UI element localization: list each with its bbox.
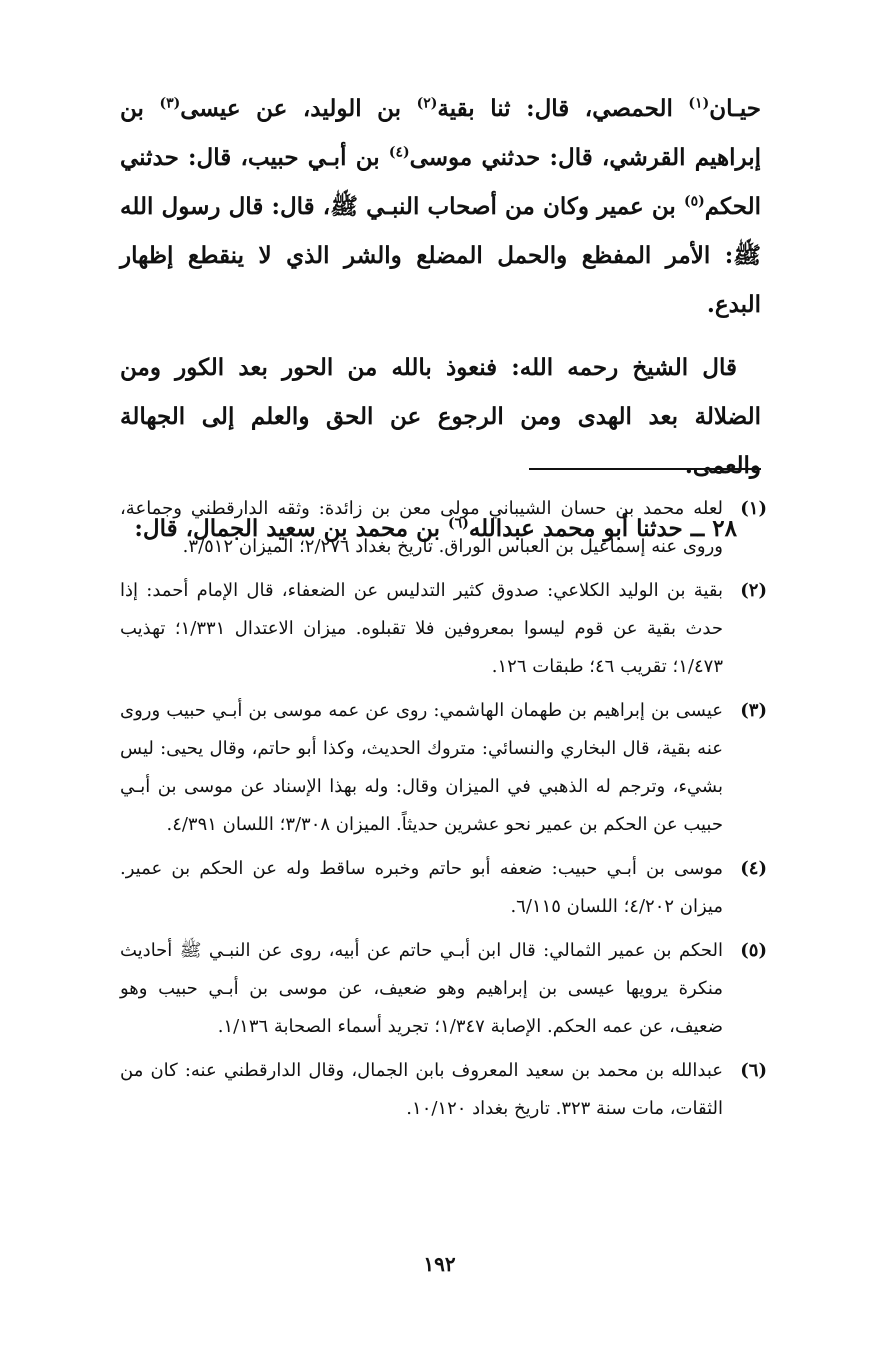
- footnote-ref-1[interactable]: (١): [688, 95, 710, 112]
- footnote-2: [120, 572, 767, 686]
- page-number: ١٩٢: [423, 1252, 456, 1276]
- paragraph-commentary: قال الشيخ رحمه الله: فنعوذ بالله من الحور بعد الكور ومن الضلالة بعد الهدى ومن الرجوع عن الحق والعلم إلى الجهالة والعمى.: [120, 354, 761, 479]
- main-text: [120, 84, 761, 553]
- footnote-ref-5[interactable]: (٥): [683, 193, 705, 210]
- footnote-number: (٥): [740, 940, 767, 961]
- footnote-ref-3[interactable]: (٣): [159, 95, 181, 112]
- footnote-separator: [529, 468, 761, 470]
- text-run: الحمصي، قال: ثنا بقية: [437, 95, 689, 122]
- footnote-4: [120, 850, 767, 926]
- text-run: ٢٨ ــ حدثنا أبو محمد عبدالله: [468, 515, 737, 542]
- text-run: بن محمد بن سعيد الجمال، قال:: [134, 515, 449, 542]
- footnote-text: لعله محمد بن حسان الشيباني مولى معن بن زائدة: وثقه الدارقطني وجماعة، وروى عنه إسماعيل بن العباس الوراق. تاريخ بغداد ٢/٢٧٦؛ الميزان ٣/٥١٢.: [120, 498, 723, 557]
- footnote-ref-2[interactable]: (٢): [416, 95, 438, 112]
- footnote-number: (١): [740, 498, 767, 519]
- text-run: حيـان: [709, 95, 761, 122]
- text-run: بن الوليد، عن عيسى: [180, 95, 417, 122]
- footnote-1: [120, 490, 767, 566]
- footnote-ref-6[interactable]: (٦): [448, 515, 469, 532]
- text-run: بن إبراهيم القرشي، قال: حدثني موسى: [120, 95, 761, 171]
- footnote-number: (٦): [740, 1060, 767, 1081]
- footnote-number: (٤): [740, 858, 767, 879]
- footnote-text: عبدالله بن محمد بن سعيد المعروف بابن الجمال، وقال الدارقطني عنه: كان من الثقات، مات سنة ٣٢٣. تاريخ بغداد ١٠/١٢٠.: [120, 1060, 723, 1119]
- footnote-text: الحكم بن عمير الثمالي: قال ابن أبـي حاتم عن أبيه، روى عن النبـي ﷺ أحاديث منكرة يرويها عيسى بن إبراهيم وهو ضعيف، عن موسى بن أبـي حبيب وهو ضعيف، عن عمه الحكم. الإصابة ١/٣٤٧؛ تجريد أسماء الصحابة ١/١٣٦.: [120, 940, 723, 1037]
- text-run: بن أبـي حبيب، قال: حدثني الحكم: [120, 144, 761, 220]
- footnote-number: (٢): [740, 580, 767, 601]
- footnote-5: [120, 932, 767, 1046]
- footnote-3: [120, 692, 767, 844]
- footnotes: [120, 490, 767, 1134]
- text-run: بن عمير وكان من أصحاب النبـي ﷺ، قال: قال رسول الله ﷺ: الأمر المفظع والحمل المضلع والشر الذي لا ينقطع إظهار البدع.: [120, 193, 761, 318]
- footnote-text: موسى بن أبـي حبيب: ضعفه أبو حاتم وخبره ساقط وله عن الحكم بن عمير. ميزان ٤/٢٠٢؛ اللسان ٦/١١٥.: [120, 858, 723, 917]
- paragraph-hadith: [120, 84, 761, 329]
- footnote-text: عيسى بن إبراهيم بن طهمان الهاشمي: روى عن عمه موسى بن أبـي حبيب وروى عنه بقية، قال البخاري والنسائي: متروك الحديث، وكذا أبو حاتم، وقال يحيى: ليس بشيء، وترجم له الذهبي في الميزان وقال: وله بهذا الإسناد عن موسى بن أبـي حبيب عن الحكم بن عمير نحو عشرين حديثاً. الميزان ٣/٣٠٨؛ اللسان ٤/٣٩١.: [120, 700, 723, 835]
- footnote-number: (٣): [740, 700, 767, 721]
- footnote-ref-4[interactable]: (٤): [388, 144, 410, 161]
- footnote-text: بقية بن الوليد الكلاعي: صدوق كثير التدليس عن الضعفاء، قال الإمام أحمد: إذا حدث بقية عن قوم ليسوا بمعروفين فلا تقبلوه. ميزان الاعتدال ١/٣٣١؛ تهذيب ١/٤٧٣؛ تقريب ٤٦؛ طبقات ١٢٦.: [120, 580, 723, 677]
- footnote-6: [120, 1052, 767, 1128]
